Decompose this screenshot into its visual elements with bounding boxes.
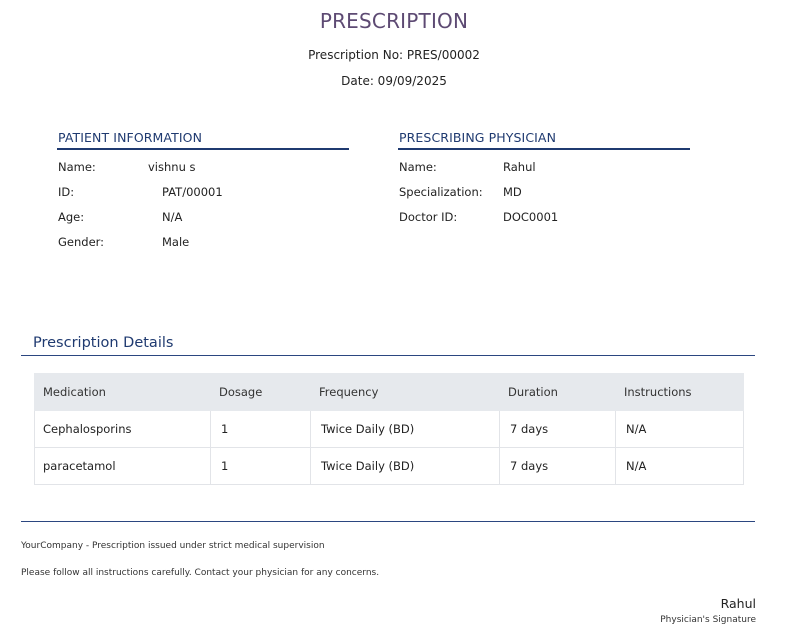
physician-specialization-label: Specialization: bbox=[399, 185, 483, 199]
signature-name: Rahul bbox=[720, 596, 756, 611]
signature-label: Physician's Signature bbox=[660, 615, 756, 625]
prescription-number: Prescription No: PRES/00002 bbox=[308, 48, 480, 62]
physician-doctor-id-label: Doctor ID: bbox=[399, 210, 458, 224]
patient-info-heading: PATIENT INFORMATION bbox=[58, 130, 203, 145]
prescription-details-heading: Prescription Details bbox=[33, 335, 174, 351]
physician-info-underline bbox=[398, 148, 690, 150]
details-heading-underline bbox=[21, 355, 755, 356]
physician-name-value: Rahul bbox=[503, 160, 536, 174]
cell-medication: paracetamol bbox=[35, 448, 211, 485]
prescription-date: Date: 09/09/2025 bbox=[341, 74, 447, 88]
physician-name-label: Name: bbox=[399, 160, 437, 174]
cell-duration: 7 days bbox=[500, 448, 616, 485]
document-title: PRESCRIPTION bbox=[319, 9, 469, 33]
physician-specialization-value: MD bbox=[503, 185, 522, 199]
footer-company-line: YourCompany - Prescription issued under strict medical supervision bbox=[21, 541, 325, 551]
footer-divider bbox=[21, 521, 755, 522]
patient-info-underline bbox=[57, 148, 349, 150]
patient-id-label: ID: bbox=[58, 185, 75, 199]
column-header-frequency: Frequency bbox=[311, 374, 500, 411]
cell-frequency: Twice Daily (BD) bbox=[311, 448, 500, 485]
column-header-duration: Duration bbox=[500, 374, 616, 411]
cell-dosage: 1 bbox=[211, 411, 311, 448]
physician-doctor-id-value: DOC0001 bbox=[503, 210, 559, 224]
patient-name-value: vishnu s bbox=[148, 160, 196, 174]
patient-name-label: Name: bbox=[58, 160, 96, 174]
column-header-medication: Medication bbox=[35, 374, 211, 411]
cell-duration: 7 days bbox=[500, 411, 616, 448]
cell-dosage: 1 bbox=[211, 448, 311, 485]
patient-age-label: Age: bbox=[58, 210, 85, 224]
patient-id-value: PAT/00001 bbox=[162, 185, 223, 199]
table-row bbox=[35, 411, 744, 448]
table-row bbox=[35, 448, 744, 485]
table-header-row bbox=[35, 374, 744, 411]
footer-instruction-line: Please follow all instructions carefully. Contact your physician for any concerns. bbox=[21, 568, 380, 578]
patient-gender-value: Male bbox=[162, 235, 190, 249]
cell-instructions: N/A bbox=[616, 448, 744, 485]
cell-frequency: Twice Daily (BD) bbox=[311, 411, 500, 448]
column-header-instructions: Instructions bbox=[616, 374, 744, 411]
patient-age-value: N/A bbox=[162, 210, 183, 224]
cell-medication: Cephalosporins bbox=[35, 411, 211, 448]
patient-gender-label: Gender: bbox=[58, 235, 105, 249]
prescription-table bbox=[34, 373, 744, 485]
column-header-dosage: Dosage bbox=[211, 374, 311, 411]
cell-instructions: N/A bbox=[616, 411, 744, 448]
physician-info-heading: PRESCRIBING PHYSICIAN bbox=[399, 130, 557, 145]
